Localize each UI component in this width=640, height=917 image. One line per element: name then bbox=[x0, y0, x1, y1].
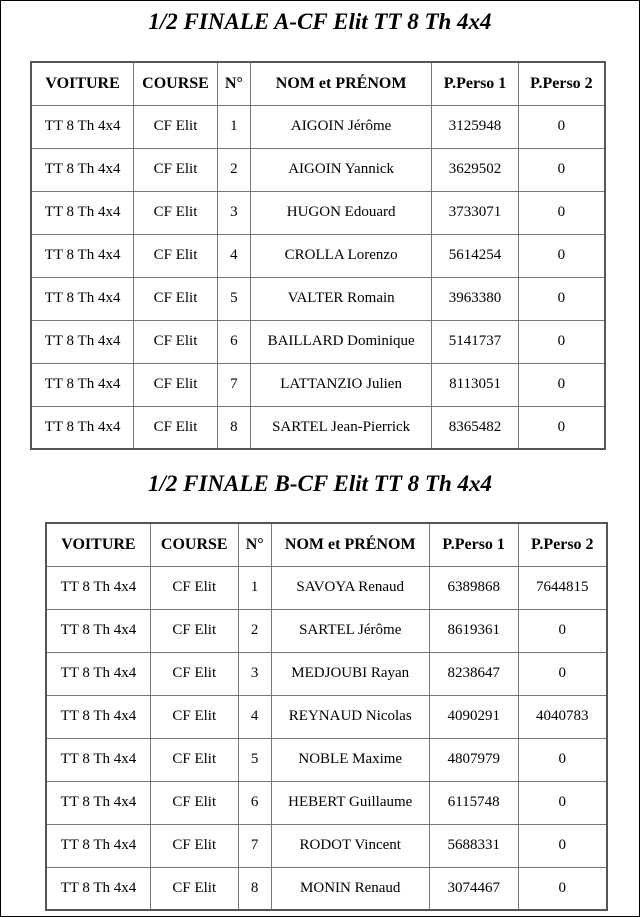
results-table-finale-a bbox=[30, 61, 606, 450]
cell-pperso-1: 5141737 bbox=[432, 320, 519, 363]
table-row bbox=[31, 363, 605, 406]
cell-pperso-2: 0 bbox=[518, 320, 605, 363]
cell-pperso-2: 4040783 bbox=[518, 695, 607, 738]
cell-nom-prenom: VALTER Romain bbox=[251, 277, 432, 320]
cell-course: CF Elit bbox=[150, 824, 238, 867]
cell-course: CF Elit bbox=[150, 695, 238, 738]
cell-pperso-2: 0 bbox=[518, 277, 605, 320]
cell-numero: 2 bbox=[238, 609, 271, 652]
cell-voiture: TT 8 Th 4x4 bbox=[46, 781, 150, 824]
table-row bbox=[31, 148, 605, 191]
cell-voiture: TT 8 Th 4x4 bbox=[31, 105, 134, 148]
table-row bbox=[46, 824, 607, 867]
table-row bbox=[31, 320, 605, 363]
cell-pperso-1: 3963380 bbox=[432, 277, 519, 320]
cell-voiture: TT 8 Th 4x4 bbox=[46, 824, 150, 867]
cell-nom-prenom: CROLLA Lorenzo bbox=[251, 234, 432, 277]
table-header-row bbox=[46, 523, 607, 566]
table-header-row bbox=[31, 62, 605, 105]
cell-course: CF Elit bbox=[150, 867, 238, 910]
cell-numero: 6 bbox=[217, 320, 250, 363]
cell-pperso-1: 6115748 bbox=[429, 781, 518, 824]
table-row bbox=[31, 277, 605, 320]
col-header-course: COURSE bbox=[150, 523, 238, 566]
cell-numero: 7 bbox=[238, 824, 271, 867]
cell-pperso-1: 8365482 bbox=[432, 406, 519, 449]
cell-course: CF Elit bbox=[134, 363, 218, 406]
cell-nom-prenom: SARTEL Jean-Pierrick bbox=[251, 406, 432, 449]
cell-pperso-1: 3074467 bbox=[429, 867, 518, 910]
table-row bbox=[31, 191, 605, 234]
cell-numero: 1 bbox=[217, 105, 250, 148]
cell-pperso-2: 0 bbox=[518, 234, 605, 277]
cell-pperso-1: 4090291 bbox=[429, 695, 518, 738]
cell-voiture: TT 8 Th 4x4 bbox=[31, 234, 134, 277]
cell-voiture: TT 8 Th 4x4 bbox=[31, 363, 134, 406]
table-row bbox=[46, 781, 607, 824]
cell-pperso-2: 0 bbox=[518, 738, 607, 781]
col-header-nom-prenom: NOM et PRÉNOM bbox=[271, 523, 429, 566]
cell-nom-prenom: AIGOIN Jérôme bbox=[251, 105, 432, 148]
cell-nom-prenom: SAVOYA Renaud bbox=[271, 566, 429, 609]
cell-pperso-1: 4807979 bbox=[429, 738, 518, 781]
cell-nom-prenom: REYNAUD Nicolas bbox=[271, 695, 429, 738]
table-row bbox=[31, 234, 605, 277]
cell-pperso-2: 0 bbox=[518, 652, 607, 695]
section-title-finale-a: 1/2 FINALE A-CF Elit TT 8 Th 4x4 bbox=[148, 9, 492, 34]
cell-course: CF Elit bbox=[134, 406, 218, 449]
cell-nom-prenom: MONIN Renaud bbox=[271, 867, 429, 910]
cell-voiture: TT 8 Th 4x4 bbox=[46, 738, 150, 781]
cell-pperso-2: 0 bbox=[518, 148, 605, 191]
cell-course: CF Elit bbox=[150, 652, 238, 695]
cell-pperso-2: 0 bbox=[518, 781, 607, 824]
cell-pperso-2: 0 bbox=[518, 363, 605, 406]
cell-course: CF Elit bbox=[150, 609, 238, 652]
cell-pperso-2: 0 bbox=[518, 191, 605, 234]
cell-numero: 8 bbox=[217, 406, 250, 449]
col-header-voiture: VOITURE bbox=[31, 62, 134, 105]
section-title-finale-b: 1/2 FINALE B-CF Elit TT 8 Th 4x4 bbox=[148, 471, 492, 496]
table-row bbox=[46, 609, 607, 652]
cell-nom-prenom: HEBERT Guillaume bbox=[271, 781, 429, 824]
table-row bbox=[46, 695, 607, 738]
table-row bbox=[46, 738, 607, 781]
cell-pperso-1: 8113051 bbox=[432, 363, 519, 406]
cell-pperso-1: 8238647 bbox=[429, 652, 518, 695]
cell-nom-prenom: SARTEL Jérôme bbox=[271, 609, 429, 652]
col-header-pperso-2: P.Perso 2 bbox=[518, 523, 607, 566]
cell-pperso-2: 0 bbox=[518, 867, 607, 910]
cell-numero: 3 bbox=[238, 652, 271, 695]
cell-voiture: TT 8 Th 4x4 bbox=[31, 148, 134, 191]
col-header-numero: N° bbox=[217, 62, 250, 105]
cell-pperso-2: 0 bbox=[518, 105, 605, 148]
cell-nom-prenom: NOBLE Maxime bbox=[271, 738, 429, 781]
cell-course: CF Elit bbox=[134, 277, 218, 320]
cell-voiture: TT 8 Th 4x4 bbox=[46, 867, 150, 910]
cell-numero: 7 bbox=[217, 363, 250, 406]
cell-course: CF Elit bbox=[150, 738, 238, 781]
cell-course: CF Elit bbox=[150, 781, 238, 824]
cell-voiture: TT 8 Th 4x4 bbox=[46, 652, 150, 695]
cell-nom-prenom: LATTANZIO Julien bbox=[251, 363, 432, 406]
cell-pperso-1: 5614254 bbox=[432, 234, 519, 277]
col-header-course: COURSE bbox=[134, 62, 218, 105]
cell-nom-prenom: HUGON Edouard bbox=[251, 191, 432, 234]
col-header-pperso-1: P.Perso 1 bbox=[432, 62, 519, 105]
cell-pperso-2: 0 bbox=[518, 609, 607, 652]
table-row bbox=[46, 652, 607, 695]
cell-numero: 5 bbox=[217, 277, 250, 320]
cell-pperso-1: 3629502 bbox=[432, 148, 519, 191]
cell-nom-prenom: AIGOIN Yannick bbox=[251, 148, 432, 191]
cell-numero: 1 bbox=[238, 566, 271, 609]
cell-pperso-1: 5688331 bbox=[429, 824, 518, 867]
cell-nom-prenom: RODOT Vincent bbox=[271, 824, 429, 867]
table-row bbox=[31, 105, 605, 148]
cell-course: CF Elit bbox=[134, 105, 218, 148]
cell-pperso-1: 6389868 bbox=[429, 566, 518, 609]
col-header-nom-prenom: NOM et PRÉNOM bbox=[251, 62, 432, 105]
col-header-pperso-2: P.Perso 2 bbox=[518, 62, 605, 105]
cell-voiture: TT 8 Th 4x4 bbox=[46, 609, 150, 652]
cell-course: CF Elit bbox=[134, 234, 218, 277]
cell-voiture: TT 8 Th 4x4 bbox=[46, 566, 150, 609]
table-row bbox=[46, 566, 607, 609]
col-header-numero: N° bbox=[238, 523, 271, 566]
cell-voiture: TT 8 Th 4x4 bbox=[31, 191, 134, 234]
cell-pperso-1: 8619361 bbox=[429, 609, 518, 652]
cell-pperso-1: 3125948 bbox=[432, 105, 519, 148]
cell-course: CF Elit bbox=[150, 566, 238, 609]
cell-voiture: TT 8 Th 4x4 bbox=[46, 695, 150, 738]
cell-pperso-1: 3733071 bbox=[432, 191, 519, 234]
cell-numero: 2 bbox=[217, 148, 250, 191]
results-table-finale-b bbox=[45, 522, 608, 911]
cell-numero: 5 bbox=[238, 738, 271, 781]
cell-voiture: TT 8 Th 4x4 bbox=[31, 406, 134, 449]
cell-pperso-2: 7644815 bbox=[518, 566, 607, 609]
cell-numero: 4 bbox=[238, 695, 271, 738]
cell-numero: 3 bbox=[217, 191, 250, 234]
cell-nom-prenom: BAILLARD Dominique bbox=[251, 320, 432, 363]
table-row bbox=[46, 867, 607, 910]
cell-nom-prenom: MEDJOUBI Rayan bbox=[271, 652, 429, 695]
cell-course: CF Elit bbox=[134, 320, 218, 363]
cell-course: CF Elit bbox=[134, 191, 218, 234]
table-row bbox=[31, 406, 605, 449]
cell-voiture: TT 8 Th 4x4 bbox=[31, 320, 134, 363]
cell-pperso-2: 0 bbox=[518, 406, 605, 449]
cell-voiture: TT 8 Th 4x4 bbox=[31, 277, 134, 320]
cell-numero: 8 bbox=[238, 867, 271, 910]
cell-numero: 6 bbox=[238, 781, 271, 824]
col-header-pperso-1: P.Perso 1 bbox=[429, 523, 518, 566]
cell-numero: 4 bbox=[217, 234, 250, 277]
cell-course: CF Elit bbox=[134, 148, 218, 191]
col-header-voiture: VOITURE bbox=[46, 523, 150, 566]
cell-pperso-2: 0 bbox=[518, 824, 607, 867]
